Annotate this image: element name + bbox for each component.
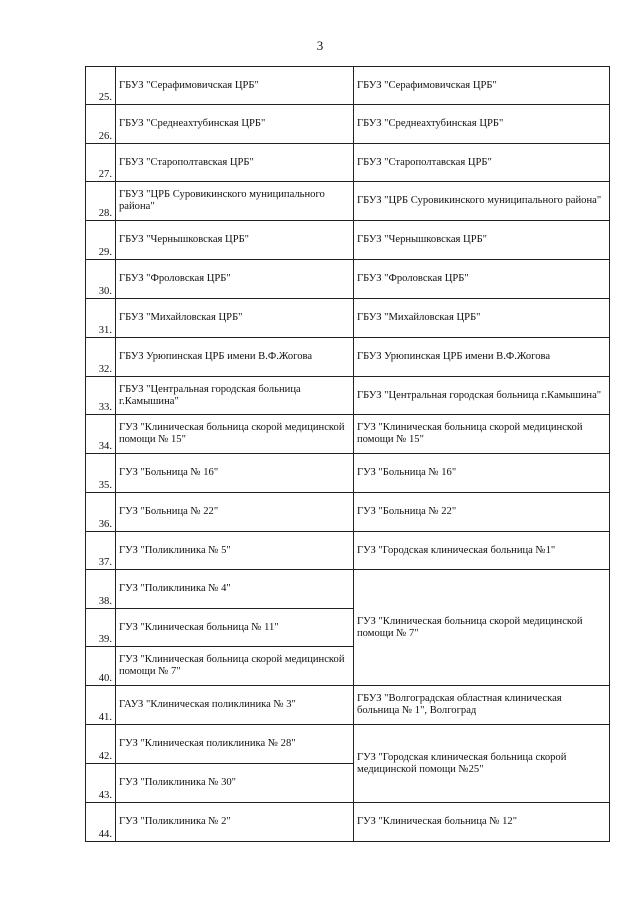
left-cell: ГУЗ "Поликлиника № 4" (116, 570, 354, 609)
table-row (86, 67, 610, 105)
table-row (86, 686, 610, 725)
left-cell: ГУЗ "Поликлиника № 30" (116, 764, 354, 803)
row-number: 31. (86, 299, 116, 338)
left-cell: ГУЗ "Поликлиника № 2" (116, 803, 354, 842)
table-row (86, 532, 610, 570)
left-cell: ГБУЗ "Чернышковская ЦРБ" (116, 221, 354, 260)
row-number: 26. (86, 105, 116, 144)
table-row (86, 570, 610, 609)
left-cell: ГБУЗ "Серафимовичская ЦРБ" (116, 67, 354, 105)
table-row (86, 105, 610, 144)
row-number: 30. (86, 260, 116, 299)
row-number: 27. (86, 144, 116, 182)
row-number: 42. (86, 725, 116, 764)
right-cell: ГБУЗ "Михайловская ЦРБ" (354, 299, 610, 338)
table-row (86, 493, 610, 532)
table-row (86, 182, 610, 221)
left-cell: ГУЗ "Поликлиника № 5" (116, 532, 354, 570)
table-row (86, 299, 610, 338)
right-cell: ГБУЗ Урюпинская ЦРБ имени В.Ф.Жогова (354, 338, 610, 377)
right-cell: ГБУЗ "Чернышковская ЦРБ" (354, 221, 610, 260)
row-number: 32. (86, 338, 116, 377)
left-cell: ГБУЗ "Среднеахтубинская ЦРБ" (116, 105, 354, 144)
left-cell: ГБУЗ "Старополтавская ЦРБ" (116, 144, 354, 182)
row-number: 28. (86, 182, 116, 221)
table-row (86, 725, 610, 764)
row-number: 43. (86, 764, 116, 803)
table-row (86, 415, 610, 454)
right-cell: ГУЗ "Клиническая больница № 12" (354, 803, 610, 842)
right-cell: ГБУЗ "ЦРБ Суровикинского муниципального района" (354, 182, 610, 221)
right-cell: ГБУЗ "Центральная городская больница г.Камышина" (354, 377, 610, 415)
row-number: 33. (86, 377, 116, 415)
left-cell: ГУЗ "Клиническая больница скорой медицинской помощи № 7" (116, 647, 354, 686)
right-cell: ГУЗ "Городская клиническая больница №1" (354, 532, 610, 570)
row-number: 34. (86, 415, 116, 454)
row-number: 44. (86, 803, 116, 842)
left-cell: ГУЗ "Клиническая больница скорой медицинской помощи № 15" (116, 415, 354, 454)
table-row (86, 377, 610, 415)
right-cell-merged: ГУЗ "Городская клиническая больница скорой медицинской помощи №25" (354, 725, 610, 803)
table-row (86, 803, 610, 842)
left-cell: ГБУЗ "Фроловская ЦРБ" (116, 260, 354, 299)
table-row (86, 454, 610, 493)
left-cell: ГБУЗ "Центральная городская больница г.Камышина" (116, 377, 354, 415)
row-number: 35. (86, 454, 116, 493)
left-cell: ГАУЗ "Клиническая поликлиника № 3" (116, 686, 354, 725)
table-row (86, 144, 610, 182)
row-number: 25. (86, 67, 116, 105)
right-cell: ГБУЗ "Старополтавская ЦРБ" (354, 144, 610, 182)
left-cell: ГБУЗ "Михайловская ЦРБ" (116, 299, 354, 338)
left-cell: ГУЗ "Клиническая больница № 11" (116, 609, 354, 647)
right-cell: ГУЗ "Больница № 16" (354, 454, 610, 493)
right-cell: ГУЗ "Больница № 22" (354, 493, 610, 532)
table-row (86, 221, 610, 260)
row-number: 39. (86, 609, 116, 647)
right-cell-merged: ГУЗ "Клиническая больница скорой медицинской помощи № 7" (354, 570, 610, 686)
table-row (86, 260, 610, 299)
left-cell: ГУЗ "Больница № 22" (116, 493, 354, 532)
hospital-assignment-table (85, 66, 610, 842)
row-number: 37. (86, 532, 116, 570)
row-number: 36. (86, 493, 116, 532)
left-cell: ГУЗ "Больница № 16" (116, 454, 354, 493)
row-number: 29. (86, 221, 116, 260)
right-cell: ГБУЗ "Волгоградская областная клиническая больница № 1", Волгоград (354, 686, 610, 725)
right-cell: ГБУЗ "Фроловская ЦРБ" (354, 260, 610, 299)
row-number: 38. (86, 570, 116, 609)
row-number: 40. (86, 647, 116, 686)
left-cell: ГУЗ "Клиническая поликлиника № 28" (116, 725, 354, 764)
left-cell: ГБУЗ Урюпинская ЦРБ имени В.Ф.Жогова (116, 338, 354, 377)
table-row (86, 338, 610, 377)
right-cell: ГБУЗ "Среднеахтубинская ЦРБ" (354, 105, 610, 144)
left-cell: ГБУЗ "ЦРБ Суровикинского муниципального района" (116, 182, 354, 221)
page-number: 3 (316, 38, 324, 53)
right-cell: ГУЗ "Клиническая больница скорой медицинской помощи № 15" (354, 415, 610, 454)
row-number: 41. (86, 686, 116, 725)
right-cell: ГБУЗ "Серафимовичская ЦРБ" (354, 67, 610, 105)
